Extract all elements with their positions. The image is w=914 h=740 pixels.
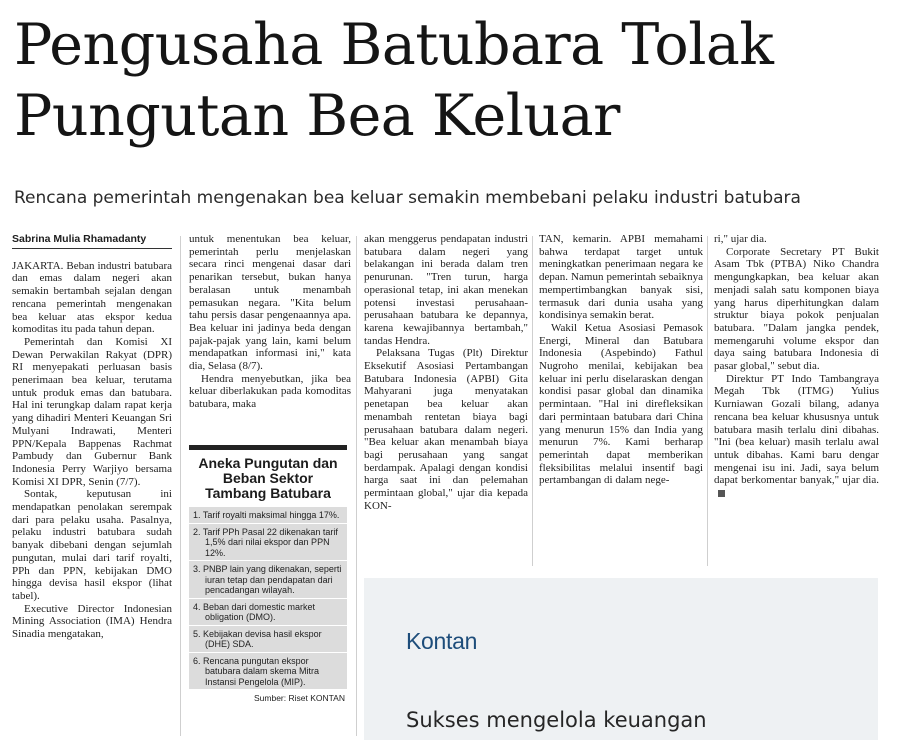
- kontan-logo: [406, 628, 477, 655]
- subheadline: Rencana pemerintah mengenakan bea keluar semakin membebani pelaku industri batubara: [14, 188, 801, 208]
- paragraph: Pemerintah dan Komisi XI Dewan Perwakilan Rakyat (DPR) RI menyepakati perluasan basis penerimaan bea keluar, terutama untuk produk emas dan batubara. Hal ini terungkap dalam rapat kerja yang dihadiri Menteri Keuangan Sri Mulyani Indrawati, Menteri PPN/Kepala Bappenas Rachmat Pambudy dan Gubernur Bank Indonesia Perry Warjiyo bersama Komisi XI DPR, Senin (7/7).: [12, 335, 172, 488]
- column-divider: [356, 236, 357, 736]
- info-table-list: [189, 507, 347, 690]
- column-divider: [532, 236, 533, 566]
- paragraph: TAN, kemarin. APBI memahami bahwa terdapat target untuk meningkatkan penerimaan negara ke depan. Namun pemerintah sebaiknya mempertimbangkan banyak sisi, termasuk dari dunia usaha yang kondisinya semakin berat.: [539, 233, 703, 322]
- paragraph: Sontak, keputusan ini mendapatkan penolakan serempak dari para pelaku usaha. Pasalnya, pelaku industri batubara sudah banyak dibebani dengan sejumlah pungutan, mulai dari tarif royalti, PPh dan PPN, kebijakan DMO hingga devisa hasil ekspor (lihat tabel).: [12, 488, 172, 602]
- advertisement[interactable]: [364, 578, 878, 740]
- article-column-2: [189, 233, 351, 411]
- column-divider: [180, 236, 181, 736]
- paragraph: untuk menentukan bea keluar, pemerintah perlu menjelaskan secara rinci mengenai dasar dari penarikan tersebut, bukan hanya beralasan untuk menambah pemasukan negara. "Kita belum tahu persis dasar pengenaannya apa. Bea keluar ini jadinya beda dengan pajak-pajak yang lain, kami belum mendapatkan informasi ini," kata dia, Selasa (8/7).: [189, 233, 351, 373]
- article-column-1: [12, 233, 172, 641]
- paragraph: [714, 373, 879, 500]
- info-table-source: Sumber: Riset KONTAN: [253, 693, 345, 703]
- list-item: 1. Tarif royalti maksimal hingga 17%.: [189, 507, 347, 524]
- article-column-4: [539, 233, 703, 487]
- list-item: 5. Kebijakan devisa hasil ekspor (DHE) SDA.: [189, 626, 347, 653]
- article-column-3: [364, 233, 528, 512]
- headline: Pengusaha Batubara Tolak Pungutan Bea Keluar: [14, 12, 774, 149]
- paragraph: Hendra menyebutkan, jika bea keluar diberlakukan pada komoditas batubara, maka: [189, 372, 351, 411]
- logo-text: Kontan: [406, 628, 478, 654]
- paragraph: Wakil Ketua Asosiasi Pemasok Energi, Mineral dan Batubara Indonesia (Aspebindo) Fathul Nugroho menilai, kebijakan bea keluar ini perlu diselaraskan dengan kondisi pasar global dan dinamika permintaan. "Hal ini direfleksikan dari permintaan batubara dari China yang menurun 15% dan India yang menurun 7%. Kami berharap pemerintah dapat memberikan fleksibilitas melalui insentif bagi pertambangan di dalam nege-: [539, 321, 703, 487]
- list-item: 4. Beban dari domestic market obligation (DMO).: [189, 599, 347, 626]
- column-divider: [707, 236, 708, 566]
- paragraph: akan menggerus pendapatan industri batubara dalam negeri yang belakangan ini berada dalam tren penurunan. "Tren turun, harga operasional tetap, ini akan menekan potensi investasi perusahaan-perusahaan batubara ke depannya, karena kewajibannya bertambah," tandas Hendra.: [364, 233, 528, 347]
- byline: Sabrina Mulia Rhamadanty: [12, 233, 172, 249]
- list-item: 3. PNBP lain yang dikenakan, seperti iuran tetap dan pendapatan dari pencadangan wilayah.: [189, 561, 347, 599]
- article-column-5: [714, 233, 879, 500]
- paragraph: JAKARTA. Beban industri batubara dan emas dalam negeri akan semakin bertambah sejalan dengan rencana pemerintah mengenakan bea keluar atas ekspor kedua komoditas itu pada tahun depan.: [12, 259, 172, 336]
- paragraph: Corporate Secretary PT Bukit Asam Tbk (PTBA) Niko Chandra mengungkapkan, bea keluar akan menjadi salah satu komponen biaya yang harus diperhitungkan dalam struktur biaya pokok penjualan batubara. "Dalam jangka pendek, memengaruhi volume ekspor dan daya saing batubara Indonesia di pasar global," sebut dia.: [714, 245, 879, 373]
- list-item: 6. Rencana pungutan ekspor batubara dalam skema Mitra Instansi Pengelola (MIP).: [189, 653, 347, 691]
- paragraph-text: Direktur PT Indo Tambangraya Megah Tbk (ITMG) Yulius Kurniawan Gozali bilang, adanya rencana bea keluar khususnya untuk batubara masih terlalu dini dibahas. "Ini (bea keluar) masih terlalu awal untuk dibahas. Kami baru dengar mengenai isu ini. Jadi, saya belum dapat berkomentar banyak," ujar dia.: [714, 372, 879, 487]
- paragraph: Pelaksana Tugas (Plt) Direktur Eksekutif Asosiasi Pertambangan Batubara Indonesia (APBI) Gita Mahyarani juga menyatakan penetapan bea keluar akan menambah rentetan biaya bagi perusahaan batubara dalam negeri. "Bea keluar akan menambah biaya bagi perusahaan yang sangat berdampak. Apalagi dengan kondisi harga saat ini dan pelemahan permintaan global," ujar dia kepada KON-: [364, 347, 528, 512]
- ad-tagline: Sukses mengelola keuangan: [406, 708, 707, 732]
- paragraph: Executive Director Indonesian Mining Association (IMA) Hendra Sinadia mengatakan,: [12, 602, 172, 641]
- list-item: 2. Tarif PPh Pasal 22 dikenakan tarif 1,5% dari nilai ekspor dan PPN 12%.: [189, 524, 347, 562]
- info-table-title: Aneka Pungutan dan Beban Sektor Tambang Batubara: [198, 455, 338, 501]
- end-mark-icon: [718, 490, 725, 497]
- paragraph: ri," ujar dia.: [714, 233, 767, 245]
- info-table: [189, 445, 347, 706]
